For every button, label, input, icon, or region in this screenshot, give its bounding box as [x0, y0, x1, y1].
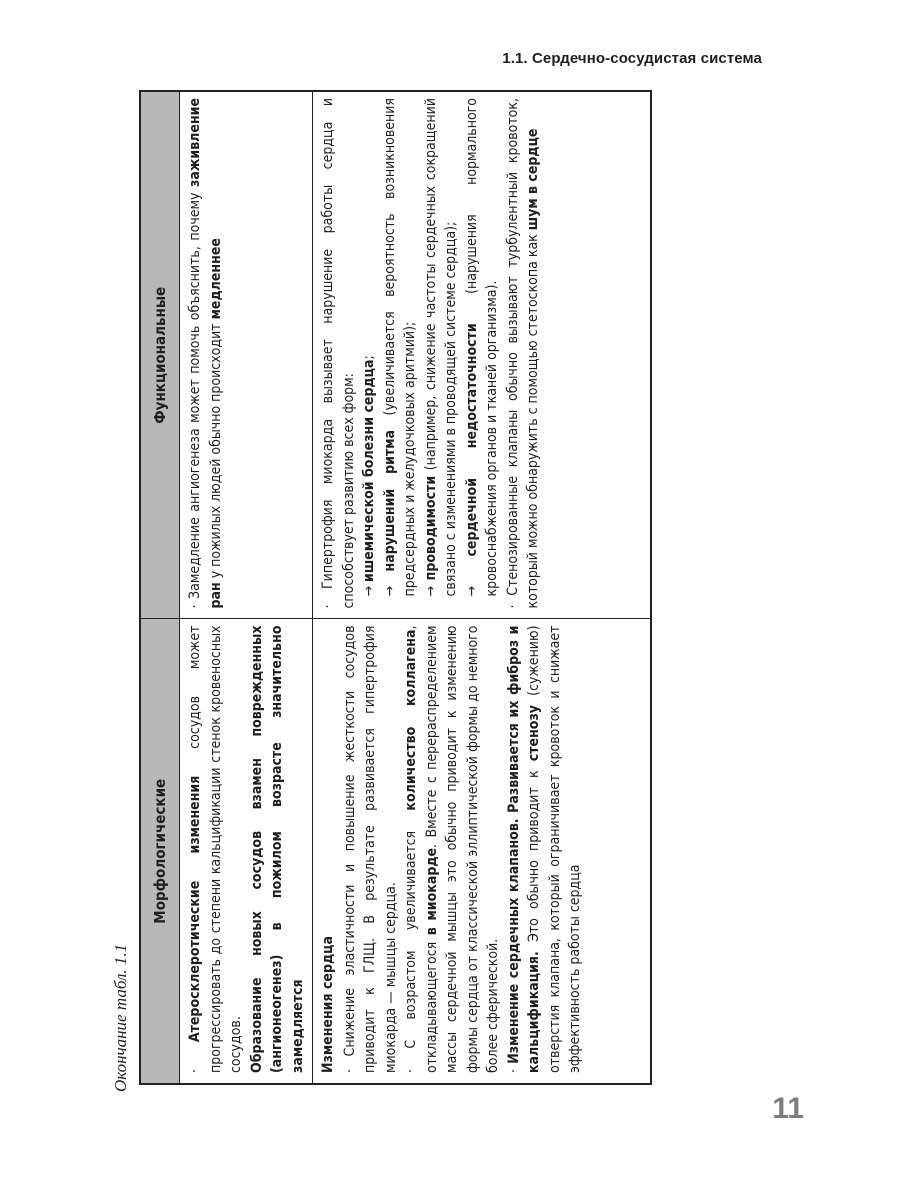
table-header-row [140, 91, 180, 1084]
term-atherosclerosis: Атеросклеротические изменения [187, 775, 203, 1043]
term-heart-murmur: шум в сердце [525, 128, 541, 231]
term-valve-changes: Изменение сердечных клапанов. Развивается их фиброз и кальцификация. [505, 625, 542, 1073]
cell-morph-vessels [180, 619, 313, 1084]
func-heart-p1: · Гипертрофия миокарда вызывает нарушение работы сердца и способствует развитию всех форм: [320, 98, 357, 609]
term-heart-failure: сердечной недостаточности [463, 323, 480, 557]
text-span: Замедление ангиогенеза может помочь объяснить, почему [187, 186, 203, 599]
term-stenosis: стенозу [526, 705, 542, 762]
text-span: Это обычно приводит к [526, 761, 542, 952]
section-title-heart-changes: Изменения сердца [320, 936, 336, 1073]
arrow-icon: → [422, 580, 439, 597]
morph-vessels-text [185, 626, 308, 1074]
arrow-icon: → [381, 571, 398, 597]
table-row [180, 91, 313, 1084]
morph-heart-p1: · Снижение эластичности и повышение жесткости сосудов приводит к ГЛЩ. В результате развивается гипертрофия миокарда — мышцы сердца. [341, 625, 399, 1073]
text-span: сосудов может прогрессировать до степени кальцификации стенок кровеносных сосудов. [187, 625, 244, 1073]
term-conduction: проводимости [422, 475, 439, 581]
table-caption: Окончание табл. 1.1 [111, 943, 130, 1092]
text-span: · Стенозированные клапаны обычно вызывают турбулентный кровоток, который можно обнаружить с помощью стетоскопа как [504, 98, 541, 609]
func-arrow-conduction [421, 98, 462, 609]
text-span: (нарушения нормального кровоснабжения органов и тканей организма). [463, 98, 500, 597]
term-wound-healing: заживление ран [187, 97, 224, 609]
header-morphological: Морфологические [140, 619, 180, 1084]
table-container [139, 92, 652, 1085]
term-angioneogenesis: Образование новых сосудов взамен поврежденных (ангионеогенез) в пожилом возрасте значительно замедляется [248, 625, 306, 1073]
term-collagen: количество коллагена [403, 629, 419, 811]
func-arrow-ischemic [359, 98, 380, 609]
text-span: , откладывающегося [403, 625, 440, 1073]
table-row [313, 91, 652, 1084]
arrow-icon: → [361, 581, 377, 597]
bullet: · [187, 1042, 203, 1073]
func-arrow-rhythm [380, 98, 421, 609]
text-span: (например, снижение частоты сердечных сокращений связано с изменениями в проводящей системе сердца); [422, 98, 459, 597]
bullet: · [187, 598, 203, 609]
term-slower: медленнее [207, 238, 224, 320]
comparison-table [139, 90, 652, 1085]
page-number: 11 [772, 1092, 804, 1125]
func-vessels-text [185, 98, 226, 609]
term-myocardium: в миокарде [423, 847, 440, 936]
arrow-icon: → [463, 556, 480, 597]
text-span: (сужению) отверстия клапана, который ограничивает кровоток и снижает эффективность работы сердца [526, 625, 583, 1073]
text-span: · С возрастом увеличивается [403, 810, 419, 1073]
cell-morph-heart [313, 619, 652, 1084]
cell-func-vessels [180, 91, 313, 619]
running-head: 1.1. Сердечно-сосудистая система [502, 50, 762, 67]
morph-heart-p3 [504, 626, 586, 1074]
text-span: ; [361, 355, 377, 360]
term-ischemic: ишемической болезни сердца [361, 359, 377, 582]
morph-heart-p2 [401, 626, 504, 1074]
text-span: (увеличивается вероятность возникновения предсердных и желудочковых аритмий); [381, 98, 418, 597]
bullet: · [505, 1063, 522, 1073]
term-rhythm: нарушений ритма [381, 429, 398, 572]
text-span: у пожилых людей обычно происходит [207, 319, 224, 583]
header-functional: Функциональные [140, 91, 180, 619]
func-heart-p2 [503, 98, 544, 609]
cell-func-heart [313, 91, 652, 619]
text-span: . Вместе с перераспределением массы сердечной мышцы это обычно приводит к изменению формы сердца от классической эллиптической формы до немного более сферической. [423, 625, 501, 1073]
func-arrow-heart-failure [462, 98, 503, 609]
